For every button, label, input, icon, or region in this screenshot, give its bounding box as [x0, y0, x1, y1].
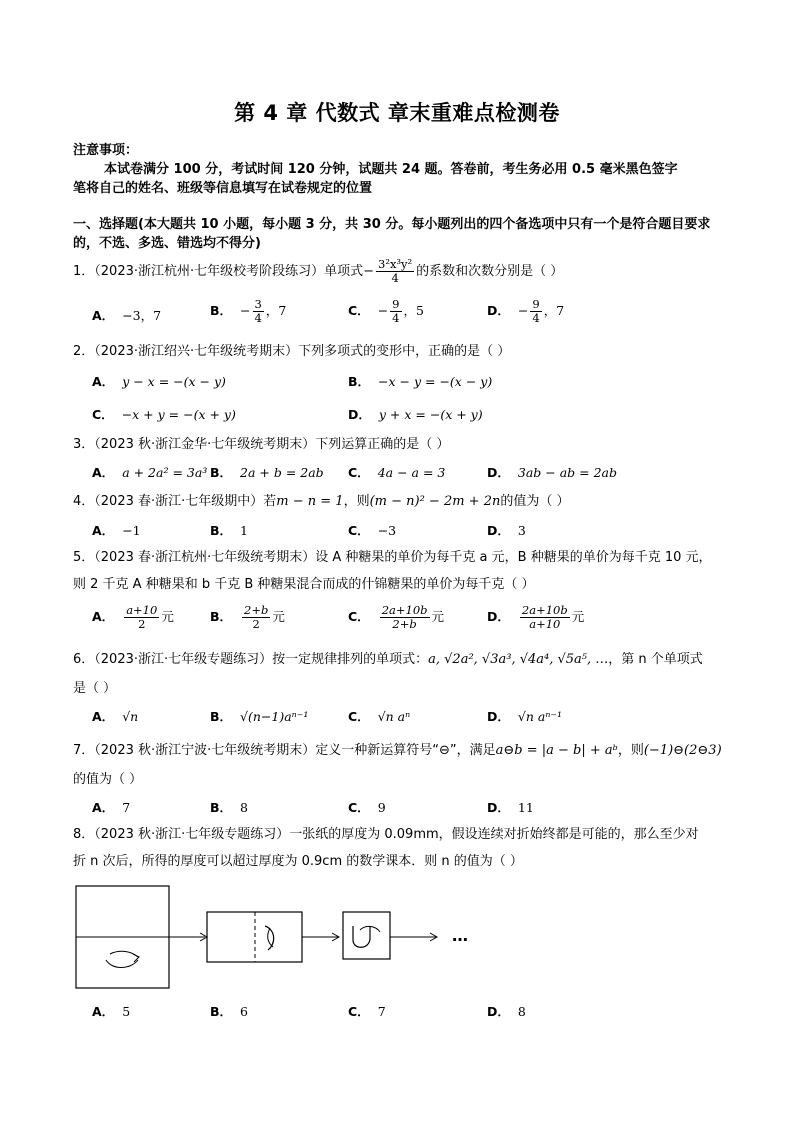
question-1-stem: 1．（2023·浙江杭州·七年级校考阶段练习）单项式− $\frac{\text{3²x³y²}}{4}$ 的系数和次数分别是（ ）: [73, 257, 564, 285]
question-1-option-b[interactable]: B． − $\frac{3}{4}$ ，7: [210, 297, 287, 325]
question-7-option-a[interactable]: A． 7: [92, 800, 131, 815]
paper-folding-figure: [70, 880, 510, 990]
question-8-line-2: 折 n 次后，所得的厚度可以超过厚度为 0.9cm 的数学课本．则 n 的值为（ ）: [73, 854, 523, 869]
fold-curl-icon-1: [106, 960, 138, 968]
question-2-option-b[interactable]: B． −x − y = −(x − y): [348, 374, 493, 389]
notice-heading: 注意事项：: [73, 143, 139, 158]
question-1-option-c[interactable]: C． − $\frac{9}{4}$ ，5: [348, 297, 424, 325]
question-5-option-d[interactable]: D． $\frac{2a+10b}{a+10}$ 元: [487, 603, 585, 631]
question-1-text-a: 1．（2023·浙江杭州·七年级校考阶段练习）单项式: [73, 264, 364, 279]
question-5-line-2: 则 2 千克 A 种糖果和 b 千克 B 种糖果混合而成的什锦糖果的单价为每千克（ ）: [73, 577, 535, 592]
question-4-expression: (m − n)² − 2m + 2n: [369, 494, 501, 509]
question-3-stem: 3．（2023 秋·浙江金华·七年级统考期末）下列运算正确的是（ ）: [73, 437, 450, 452]
question-2-stem: 2．（2023·浙江绍兴·七年级统考期末）下列多项式的变形中，正确的是（ ）: [73, 344, 511, 359]
question-6-line-2: 是（ ）: [73, 681, 117, 696]
question-5-line-1: 5．（2023 春·浙江杭州·七年级统考期末）设 A 种糖果的单价为每千克 a 元，B 种糖果的单价为每千克 10 元，: [73, 550, 712, 565]
notice-line-1: 本试卷满分 100 分，考试时间 120 分钟，试题共 24 题。答卷前，考生务必用 0.5 毫米黑色签字: [104, 162, 678, 177]
section-heading-line-1: 一、选择题(本大题共 10 小题，每小题 3 分，共 30 分。每小题列出的四个备选项中只有一个是符合题目要求: [73, 217, 711, 232]
question-1-option-d[interactable]: D． − $\frac{9}{4}$ ，7: [487, 297, 565, 325]
question-3-option-a[interactable]: A． a + 2a² = 3a³: [92, 465, 208, 480]
question-7-expression: (−1)⊖(2⊖3): [643, 743, 722, 758]
question-7-stem: 7．（2023 秋·浙江宁波·七年级统考期末）定义一种新运算符号“⊖”，满足a⊖b = |a − b| + aᵇ，则(−1)⊖(2⊖3): [73, 743, 722, 758]
question-8-line-1: 8．（2023 秋·浙江·七年级专题练习）一张纸的厚度为 0.09mm，假设连续对折始终都是可能的，那么至少对: [73, 827, 699, 842]
question-1-monomial: $\frac{\text{3²x³y²}}{4}$: [378, 257, 413, 285]
question-1-text-b: 的系数和次数分别是（ ）: [416, 264, 564, 279]
question-4-option-b[interactable]: B． 1: [210, 523, 248, 538]
question-8-option-b[interactable]: B． 6: [210, 1004, 248, 1019]
question-2-option-a[interactable]: A． y − x = −(x − y): [92, 374, 226, 389]
paper-sheet-folded-twice: [343, 912, 390, 959]
question-7-option-d[interactable]: D． 11: [487, 800, 534, 815]
question-3-option-c[interactable]: C． 4a − a = 3: [348, 465, 446, 480]
continuation-dots: …: [452, 926, 468, 945]
question-8-option-d[interactable]: D． 8: [487, 1004, 526, 1019]
question-7-line-2: 的值为（ ）: [73, 772, 143, 787]
question-6-option-b[interactable]: B． √(n−1)aⁿ⁻¹: [210, 709, 309, 724]
question-8-option-a[interactable]: A． 5: [92, 1004, 131, 1019]
question-6-option-a[interactable]: A． √n: [92, 709, 139, 724]
question-2-option-d[interactable]: D． y + x = −(x + y): [348, 407, 483, 422]
question-7-definition: a⊖b = |a − b| + aᵇ: [495, 743, 618, 758]
question-4-condition: m − n = 1: [276, 494, 344, 509]
question-4-option-d[interactable]: D． 3: [487, 523, 526, 538]
question-6-stem: 6．（2023·浙江·七年级专题练习）按一定规律排列的单项式：a, √2a², √3a³, √4a⁴, √5a⁵, …，第 n 个单项式: [73, 652, 703, 667]
question-6-sequence: a, √2a², √3a³, √4a⁴, √5a⁵, …: [428, 652, 609, 667]
question-4-option-a[interactable]: A． −1: [92, 523, 141, 538]
question-5-option-b[interactable]: B． $\frac{2+b}{2}$ 元: [210, 603, 285, 631]
question-5-option-a[interactable]: A． $\frac{a+10}{2}$ 元: [92, 603, 174, 631]
question-3-option-b[interactable]: B． 2a + b = 2ab: [210, 465, 324, 480]
section-heading-line-2: 的，不选、多选、错选均不得分): [73, 236, 261, 251]
question-7-option-b[interactable]: B． 8: [210, 800, 248, 815]
question-6-option-d[interactable]: D． √n aⁿ⁻¹: [487, 709, 563, 724]
question-8-option-c[interactable]: C． 7: [348, 1004, 386, 1019]
question-6-option-c[interactable]: C． √n aⁿ: [348, 709, 411, 724]
question-3-option-d[interactable]: D． 3ab − ab = 2ab: [487, 465, 617, 480]
page-title: 第 4 章 代数式 章末重难点检测卷: [234, 101, 560, 125]
notice-line-2: 笔将自己的姓名、班级等信息填写在试卷规定的位置: [73, 181, 373, 196]
question-2-option-c[interactable]: C． −x + y = −(x + y): [92, 407, 236, 422]
question-7-option-c[interactable]: C． 9: [348, 800, 386, 815]
question-1-option-a[interactable]: A． −3，7: [92, 308, 162, 323]
question-5-option-c[interactable]: C． $\frac{2a+10b}{2+b}$ 元: [348, 603, 445, 631]
question-4-option-c[interactable]: C． −3: [348, 523, 397, 538]
question-4-stem: 4．（2023 春·浙江·七年级期中）若m − n = 1，则(m − n)² − 2m + 2n的值为（ ）: [73, 494, 570, 509]
